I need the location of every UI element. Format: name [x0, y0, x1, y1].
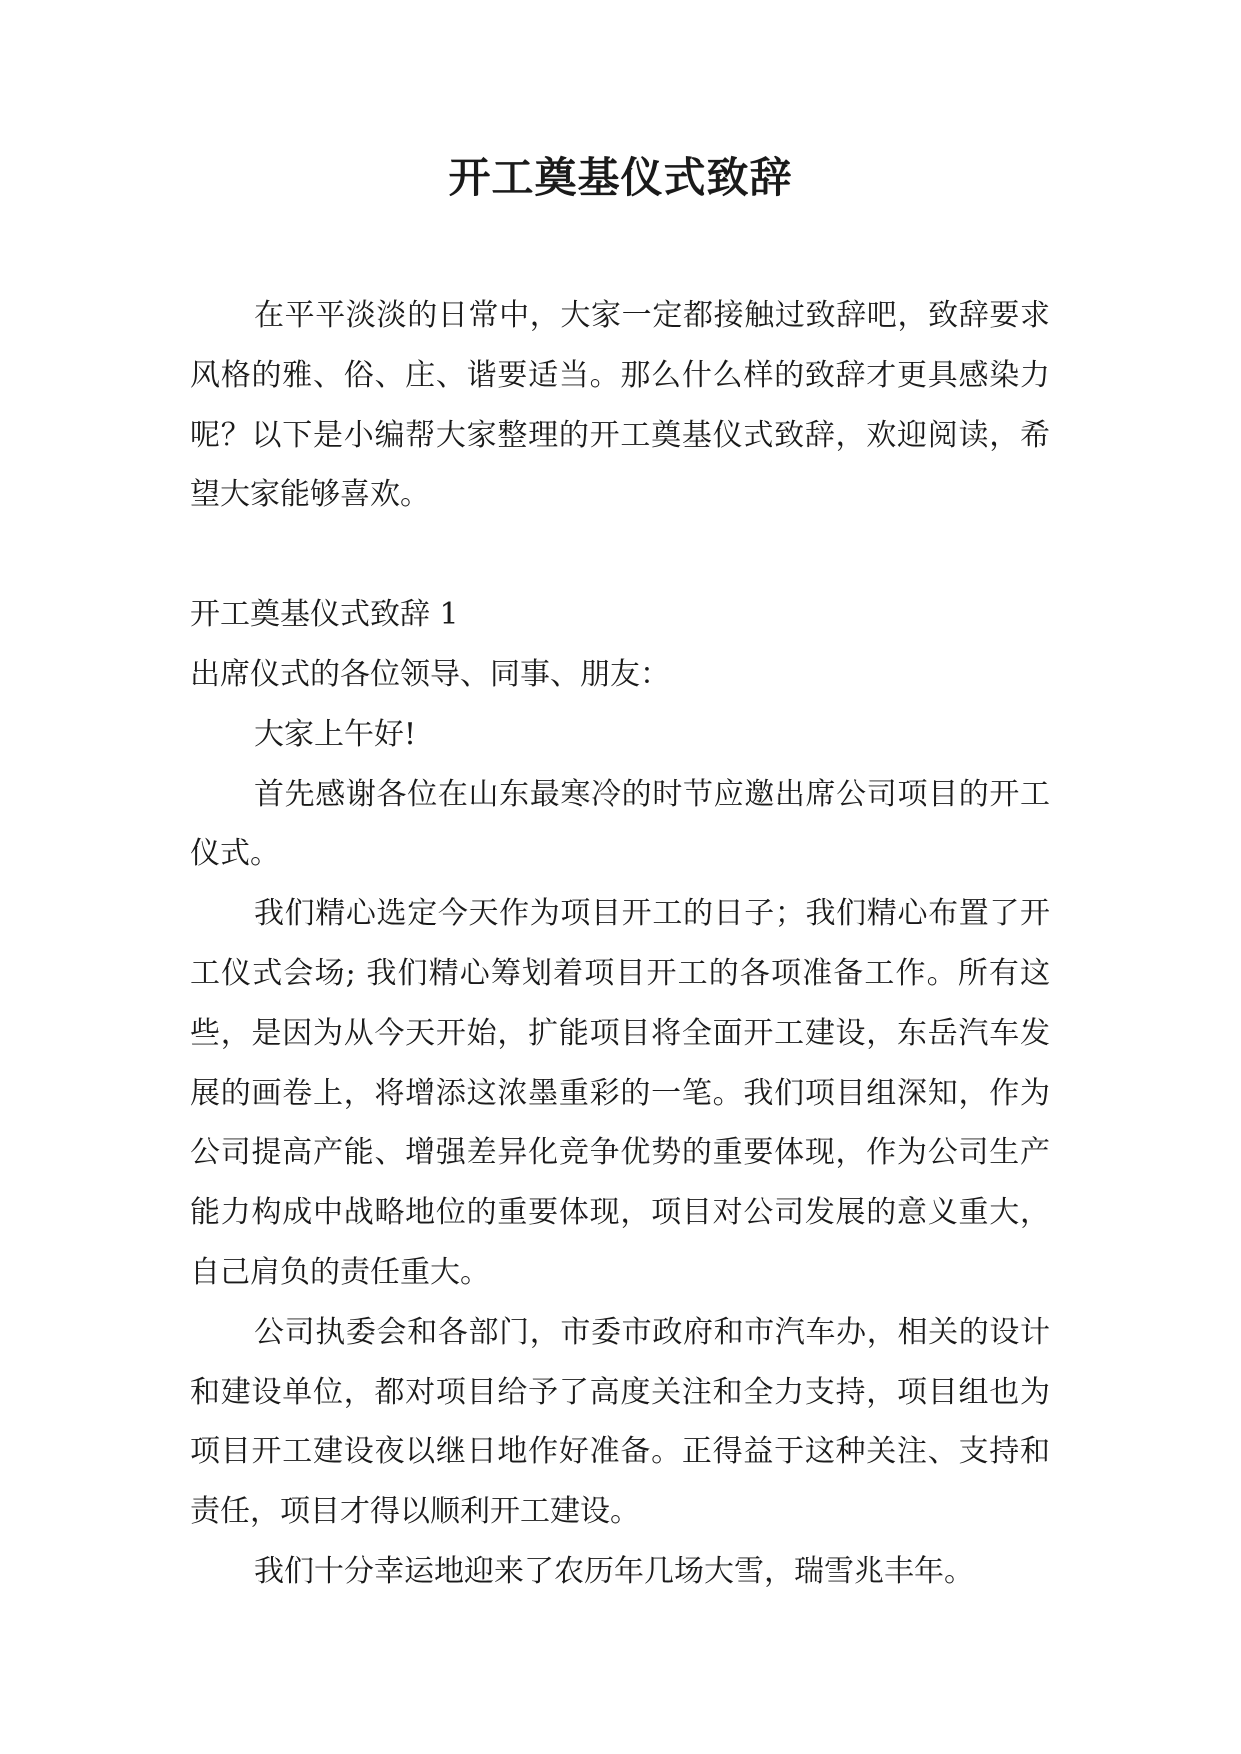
document-title: 开工奠基仪式致辞 — [448, 153, 793, 202]
body-paragraph: 我们十分幸运地迎来了农历年几场大雪，瑞雪兆丰年。 — [254, 1553, 974, 1589]
greeting: 大家上午好! — [254, 716, 417, 752]
body-paragraph: 我们精心选定今天作为项目开工的日子；我们精心布置了开工仪式会场; 我们精心筹划着项目开工的各项准备工作。所有这些，是因为从今天开始，扩能项目将全面开工建设，东岳汽车发展的画卷上，将增添这浓墨重彩的一笔。我们项目组深知，作为公司提高产能、增强差异化竞争优势的重要体现，作为公司生产能力构成中战略地位的重要体现，项目对公司发展的意义重大，自己肩负的责任重大。 — [190, 896, 1050, 1290]
section-heading: 开工奠基仪式致辞 1 — [190, 597, 459, 633]
paragraph-spacer — [190, 525, 1050, 585]
intro-paragraph: 在平平淡淡的日常中，大家一定都接触过致辞吧，致辞要求风格的雅、俗、庄、谐要适当。那么什么样的致辞才更具感染力呢？以下是小编帮大家整理的开工奠基仪式致辞，欢迎阅读，希望大家能够喜欢。 — [190, 298, 1050, 513]
document-body — [190, 286, 1050, 1602]
body-paragraph: 公司执委会和各部门，市委市政府和市汽车办，相关的设计和建设单位，都对项目给予了高度关注和全力支持，项目组也为项目开工建设夜以继日地作好准备。正得益于这种关注、支持和责任，项目才得以顺利开工建设。 — [190, 1314, 1050, 1530]
salutation: 出席仪式的各位领导、同事、朋友： — [190, 656, 670, 692]
body-paragraph: 首先感谢各位在山东最寒冷的时节应邀出席公司项目的开工仪式。 — [190, 776, 1050, 872]
